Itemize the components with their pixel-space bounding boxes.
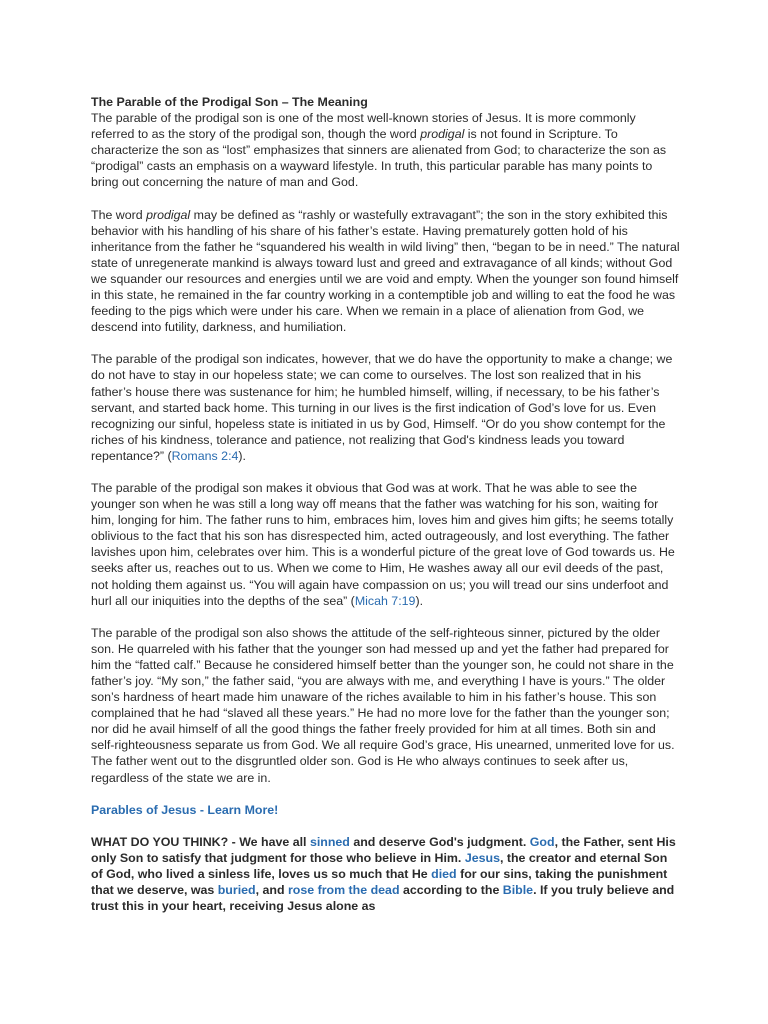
- learn-more-link[interactable]: Parables of Jesus - Learn More!: [91, 802, 279, 817]
- article-title: The Parable of the Prodigal Son – The Meaning: [91, 95, 368, 109]
- romans-2-4-link[interactable]: Romans 2:4: [171, 448, 239, 463]
- paragraph-older-son: The parable of the prodigal son also shows the attitude of the self-righteous sinner, pictured by the older son. He quarreled with his father that the younger son had messed up and yet the father had prepared for him the “fatted calf.” Because he considered himself better than the younger son, he could not share in the father’s joy. “My son,” the father said, “you are always with me, and everything I have is yours.” The older son’s hardness of heart made him unaware of the riches available to him in his father’s house. This son complained that he had “slaved all these years.” He had no more love for the father than the younger son; nor did he avail himself of all the good things the father freely provided for him at all times. Both sin and self-righteousness separate us from God. We all require God’s grace, His unearned, unmerited love for us. The father went out to the disgruntled older son. God is He who always continues to seek after us, regardless of the state we are in.: [91, 625, 675, 785]
- micah-7-19-link[interactable]: Micah 7:19: [354, 593, 416, 608]
- rose-from-the-dead-link[interactable]: rose from the dead: [287, 883, 400, 898]
- died-link[interactable]: died: [431, 866, 457, 881]
- buried-link[interactable]: buried: [217, 883, 256, 898]
- paragraph-definition: The word prodigal may be defined as “rashly or wastefully extravagant”; the son in the story exhibited this behavior with his handling of his share of his father’s estate. Having prematurely gotten hold of his inheritance from the father he “squandered his wealth in wild living” then, “began to be in need.” The natural state of unregenerate mankind is always toward lust and greed and extravagance of all kinds; without God we squander our resources and energies until we are void and empty. When the younger son found himself in this state, he remained in the far country working in a contemptible job and willing to eat the food he was feeding to the pigs which were under his care. When we remain in a place of alienation from God, we descend into futility, darkness, and humiliation.: [91, 207, 680, 335]
- god-link[interactable]: God: [529, 834, 555, 849]
- emphasis-prodigal: prodigal: [420, 127, 465, 142]
- sinned-link[interactable]: sinned: [309, 834, 350, 849]
- paragraph-god-at-work: The parable of the prodigal son makes it obvious that God was at work. That he was able to see the younger son when he was still a long way off means that the father was watching for his son, waiting for him, longing for him. The father runs to him, embraces him, loves him and gives him gifts; he seems totally oblivious to the fact that his son has disrespected him, acted outrageously, and lost everything. The father lavishes upon him, celebrates over him. This is a wonderful picture of the great love of God towards us. He seeks after us, reaches out to us. When we come to Him, He washes away all our evil deeds of the past, not holding them against us. “You will again have compassion on us; you will tread our sins underfoot and hurl all our iniquities into the depths of the sea” (Micah 7:19).: [91, 480, 675, 608]
- paragraph-opportunity: The parable of the prodigal son indicates, however, that we do have the opportunity to make a change; we do not have to stay in our hopeless state; we can come to ourselves. The lost son realized that in his father’s house there was sustenance for him; he humbled himself, willing, if necessary, to be his father’s servant, and started back home. This turning in our lives is the first indication of God’s love for us. Even recognizing our sinful, hopeless state is initiated in us by God, Himself. “Or do you show contempt for the riches of his kindness, tolerance and patience, not realizing that God's kindness leads you toward repentance?” (Romans 2:4).: [91, 352, 673, 463]
- jesus-link[interactable]: Jesus: [464, 850, 500, 865]
- paragraph-intro: The parable of the prodigal son is one of the most well-known stories of Jesus. It is more commonly referred to as the story of the prodigal son, though the word prodigal is not found in Scripture. To characterize the son as “lost” emphasizes that sinners are alienated from God; to characterize the son as “prodigal” casts an emphasis on a wayward lifestyle. In truth, this particular parable has many points to bring out concerning the nature of man and God.: [91, 111, 667, 190]
- article: [91, 94, 681, 914]
- what-do-you-think-paragraph: WHAT DO YOU THINK? - We have all sinned and deserve God's judgment. God, the Father, sent His only Son to satisfy that judgment for those who believe in Him. Jesus, the creator and eternal Son of God, who lived a sinless life, loves us so much that He died for our sins, taking the punishment that we deserve, was buried, and rose from the dead according to the Bible. If you truly believe and trust this in your heart, receiving Jesus alone as: [91, 834, 676, 914]
- bible-link[interactable]: Bible: [502, 883, 534, 898]
- emphasis-prodigal: prodigal: [146, 207, 191, 222]
